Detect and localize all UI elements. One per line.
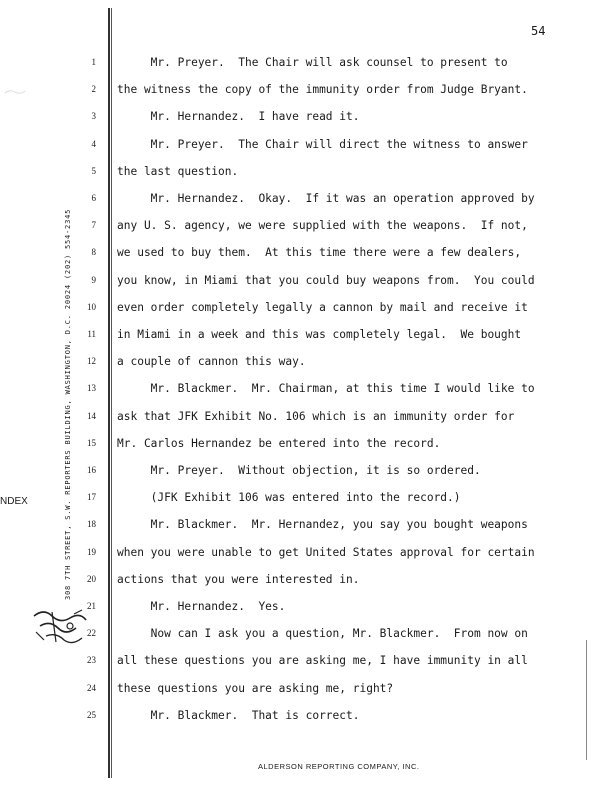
line-number: 22 — [87, 628, 96, 639]
transcript-line: Mr. Hernandez. I have read it. — [117, 110, 360, 124]
line-number: 8 — [91, 247, 96, 258]
line-number: 17 — [87, 492, 96, 503]
reporter-address-vertical: 308 7TH STREET, S.W. REPORTERS BUILDING, WASHINGTON, D.C. 20024 (202) 554-2345 — [64, 208, 72, 600]
line-number: 10 — [87, 301, 96, 312]
transcript-line: any U. S. agency, we were supplied with the weapons. If not, — [117, 219, 528, 233]
transcript-line: Mr. Hernandez. Okay. If it was an operation approved by — [117, 192, 535, 205]
line-number: 15 — [87, 437, 96, 448]
transcript-line: Mr. Hernandez. Yes. — [117, 600, 286, 613]
transcript-line: Mr. Preyer. The Chair will direct the witness to answer — [117, 137, 528, 151]
index-tag: NDEX — [0, 496, 28, 507]
transcript-line: ask that JFK Exhibit No. 106 which is an immunity order for — [117, 409, 515, 423]
line-number: 23 — [87, 655, 96, 666]
margin-rule-inner — [111, 8, 112, 778]
line-number: 7 — [91, 220, 96, 231]
transcript-line: the witness the copy of the immunity order from Judge Bryant. — [117, 83, 528, 97]
line-number: 9 — [91, 274, 96, 285]
hand-drawn-stamp-icon — [30, 606, 90, 648]
line-number: 13 — [87, 383, 96, 394]
smudge-mark — [4, 88, 26, 96]
transcript-line: Now can I ask you a question, Mr. Blackmer. From now on — [117, 627, 528, 641]
footer-reporting-company: ALDERSON REPORTING COMPANY, INC. — [258, 762, 420, 771]
transcript-line: Mr. Preyer. Without objection, it is so ordered. — [117, 464, 481, 477]
transcript-line: when you were unable to get United States approval for certain — [117, 545, 535, 559]
margin-rule — [108, 8, 110, 778]
transcript-line: you know, in Miami that you could buy weapons from. You could — [117, 273, 535, 287]
line-number: 18 — [87, 519, 96, 530]
line-number: 3 — [91, 111, 96, 122]
line-number: 5 — [91, 165, 96, 176]
transcript-line: actions that you were interested in. — [117, 572, 360, 586]
line-number: 19 — [87, 546, 96, 557]
transcript-line: a couple of cannon this way. — [117, 355, 306, 369]
transcript-line: Mr. Blackmer. That is correct. — [117, 708, 360, 722]
line-number: 16 — [87, 465, 96, 475]
transcript-line: even order completely legally a cannon by mail and receive it — [117, 300, 528, 314]
transcript-line: in Miami in a week and this was completely legal. We bought — [117, 328, 522, 341]
line-number: 21 — [87, 601, 96, 611]
transcript-line: Mr. Blackmer. Mr. Hernandez, you say you bought weapons — [117, 518, 528, 532]
line-number: 1 — [91, 57, 96, 67]
page-number: 54 — [531, 24, 546, 38]
line-number: 4 — [91, 138, 96, 149]
line-number: 20 — [87, 573, 96, 584]
transcript-line: Mr. Carlos Hernandez be entered into the record. — [117, 436, 441, 450]
transcript-line: the last question. — [117, 164, 239, 178]
transcript-line: all these questions you are asking me, I have immunity in all — [117, 654, 528, 668]
right-margin-rule — [586, 640, 587, 760]
transcript-line: we used to buy them. At this time there were a few dealers, — [117, 246, 522, 260]
line-number: 24 — [87, 682, 96, 693]
transcript-line: these questions you are asking me, right? — [117, 681, 394, 695]
line-number: 25 — [87, 709, 96, 720]
line-number: 11 — [87, 329, 96, 339]
line-number: 12 — [87, 356, 96, 367]
line-number: 2 — [91, 84, 96, 95]
transcript-line: Mr. Preyer. The Chair will ask counsel to present to — [117, 56, 508, 69]
transcript-line: (JFK Exhibit 106 was entered into the record.) — [117, 491, 461, 505]
transcript-line: Mr. Blackmer. Mr. Chairman, at this time I would like to — [117, 382, 535, 396]
line-number: 14 — [87, 410, 96, 421]
line-number: 6 — [91, 193, 96, 203]
